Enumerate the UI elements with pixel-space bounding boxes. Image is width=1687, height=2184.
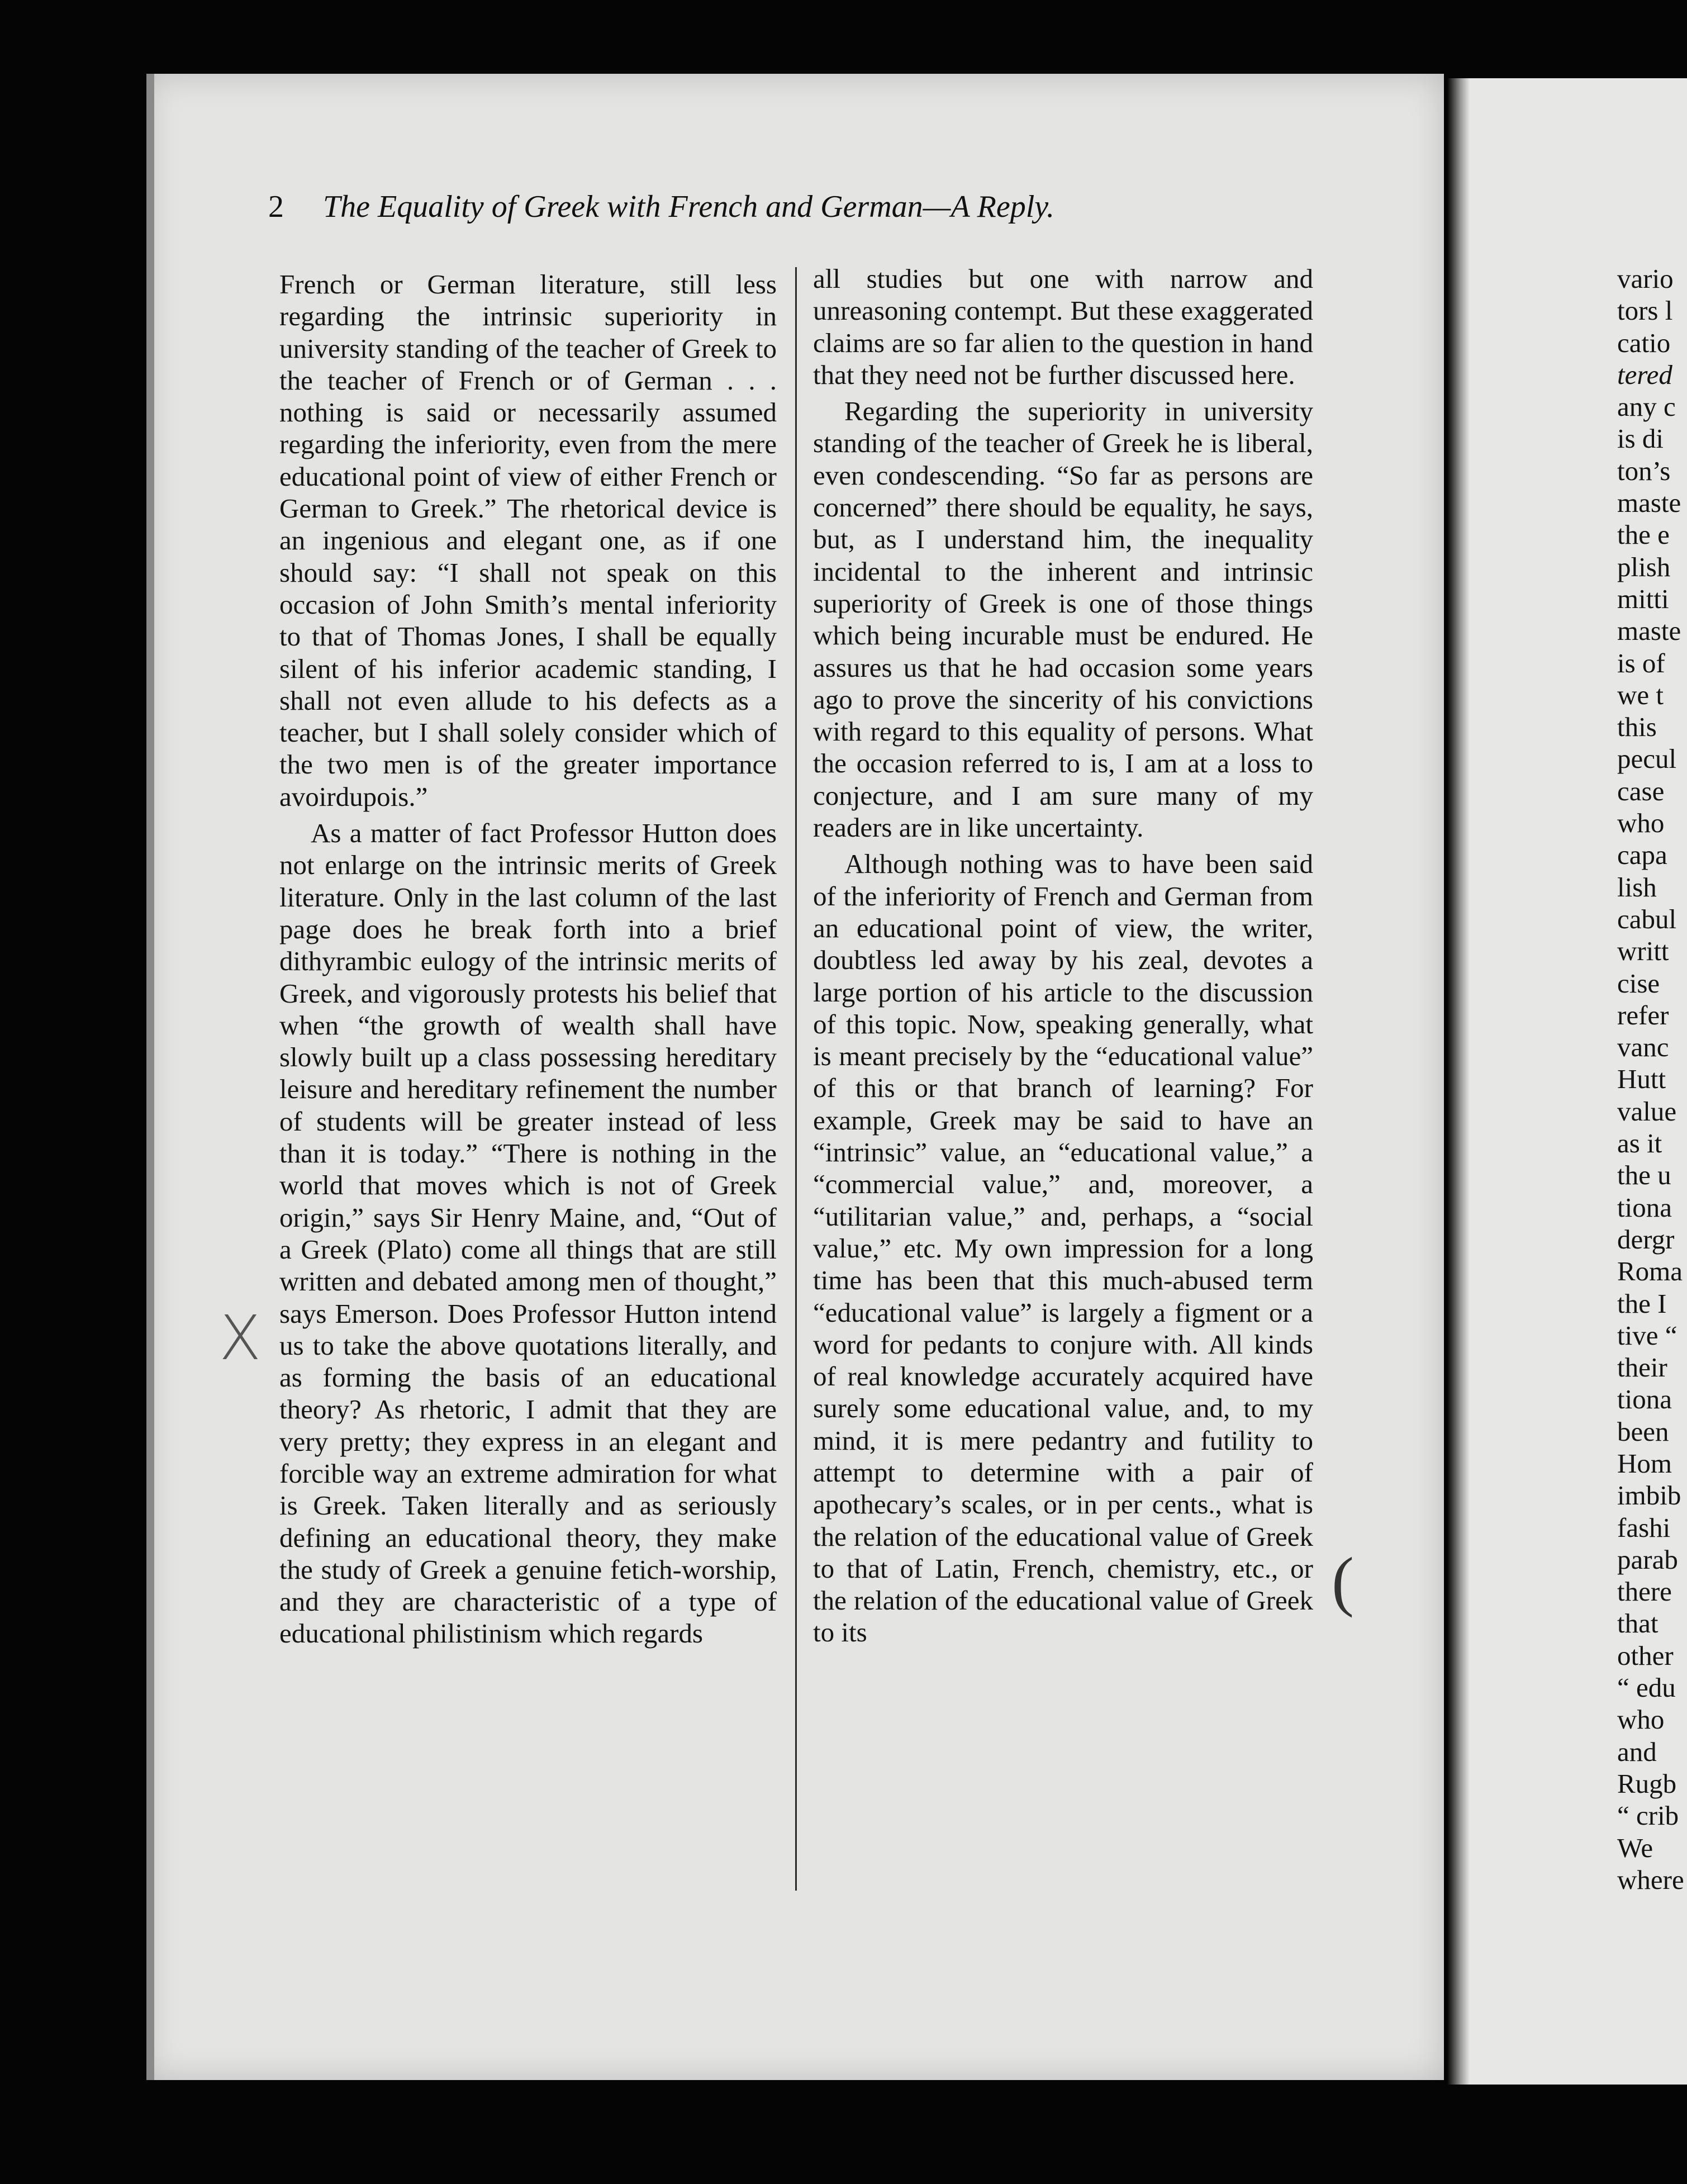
facing-page-line: the I	[1617, 1288, 1667, 1319]
facing-page-line: refer	[1617, 999, 1669, 1031]
paragraph: French or German literature, still less regarding the intrinsic superiority in university standing of the teacher of Greek to the teacher of French or of German . . . nothing is said or necessarily assumed regarding the inferiority, even from the mere educational point of view of either French or German to Greek.” The rhetorical device is an ingenious and elegant one, as if one should say: “I shall not speak on this occasion of John Smith’s mental inferiority to that of Thomas Jones, I shall be equally silent of his inferior academic standing, I shall not even allude to his defects as a teacher, but I shall solely consider which of the two men is of the greater importance avoirdupois.”	[279, 269, 777, 812]
facing-page-line: their	[1617, 1352, 1667, 1383]
paragraph: Although nothing was to have been said of the inferiority of French and German from an educational point of view, the writer, doubtless led away by his zeal, devotes a large portion of his article to the discussion of this topic. Now, speaking generally, what is meant precisely by the “educational value” of this or that branch of learning? For example, Greek may be said to have an “intrinsic” value, an “educational value,” a “commercial value,” and, moreover, a “utilitarian value,” and, perhaps, a “social value,” etc. My own impression for a long time has been that this much-abused term “educational value” is largely a figment or a word for pedants to conjure with. All kinds of real knowledge accurately acquired have surely some educational value, and, to my mind, it is mere pedantry and futility to attempt to determine with a pair of apothecary’s scales, or in per cents., what is the relation of the educational value of Greek to that of Latin, French, chemistry, etc., or the relation of the educational value of Greek to its	[813, 848, 1313, 1648]
facing-page-line: cabul	[1617, 903, 1677, 934]
facing-page-line: this	[1617, 711, 1657, 743]
facing-page-line: maste	[1617, 615, 1681, 647]
facing-page-line: plish	[1617, 551, 1671, 582]
facing-page-line: Roma	[1617, 1256, 1683, 1287]
column-rule	[795, 267, 797, 1891]
facing-page-line: case	[1617, 775, 1665, 806]
book-gutter	[1447, 78, 1470, 2085]
facing-page-line: been	[1617, 1416, 1669, 1447]
facing-page-line: “ edu	[1617, 1672, 1676, 1703]
facing-page-line: Hutt	[1617, 1063, 1666, 1095]
facing-page-line: the e	[1617, 519, 1670, 550]
running-header	[268, 189, 1054, 225]
page-number: 2	[268, 189, 284, 224]
facing-page-line: lish	[1617, 871, 1657, 903]
facing-page-line: vario	[1617, 263, 1674, 294]
facing-page-line: imbib	[1617, 1480, 1681, 1511]
facing-page-line: writt	[1617, 936, 1669, 967]
facing-page-line: where	[1617, 1864, 1684, 1895]
facing-page-line: Hom	[1617, 1447, 1672, 1479]
facing-page-line: We	[1617, 1832, 1653, 1863]
facing-page-line: catio	[1617, 327, 1671, 358]
facing-page-line: is of	[1617, 647, 1665, 678]
facing-page-line: there	[1617, 1576, 1672, 1607]
facing-page-line: parab	[1617, 1544, 1678, 1575]
page-tear	[130, 995, 141, 1073]
column-right	[813, 263, 1313, 1649]
column-left	[279, 268, 777, 1650]
facing-page-text	[1617, 263, 1687, 1896]
page-edge	[146, 74, 154, 2080]
paragraph: all studies but one with narrow and unreasoning contempt. But these exaggerated claims are so far alien to the question in hand that they need not be further discussed here.	[813, 263, 1313, 390]
facing-page-line: ton’s	[1617, 455, 1671, 486]
paragraph: Regarding the superiority in university standing of the teacher of Greek he is liberal, even condescending. “So far as persons are concerned” there should be equality, he says, but, as I understand him, the inequality incidental to the inherent and intrinsic superiority of Greek is one of those things which being incurable must be endured. He assures us that he had occasion some years ago to prove the sincerity of his convictions with regard to this equality of persons. What the occasion referred to is, I am at a loss to conjecture, and I am sure many of my readers are in like uncertainty.	[813, 396, 1313, 843]
paragraph: As a matter of fact Professor Hutton does not enlarge on the intrinsic merits of Greek literature. Only in the last column of the last page does he break forth into a brief dithyrambic eulogy of the intrinsic merits of Greek, and vigorously protests his belief that when “the growth of wealth shall have slowly built up a class possessing hereditary leisure and hereditary refinement the number of students will be greater instead of less than it is today.” “There is nothing in the world that moves which is not of Greek origin,” says Sir Henry Maine, and, “Out of a Greek (Plato) come all things that are still written and debated among men of thought,” says Emerson. Does Professor Hutton intend us to take the above quotations literally, and as forming the basis of an educational theory? As rhetoric, I admit that they are very pretty; they express in an elegant and forcible way an extreme admiration for what is Greek. Taken literally and as seriously defining an educational theory, they make the study of Greek a genuine fetich-worship, and they are characteristic of a type of educational philistinism which regards	[279, 818, 777, 1649]
facing-page-line: tiona	[1617, 1191, 1672, 1223]
margin-bracket-mark: (	[1332, 1544, 1354, 1618]
facing-page-line: value	[1617, 1095, 1677, 1127]
facing-page-line: tive “	[1617, 1319, 1678, 1351]
facing-page-line: who	[1617, 808, 1665, 839]
facing-page-line: mitti	[1617, 583, 1669, 614]
facing-page-line: “ crib	[1617, 1800, 1679, 1831]
facing-page-line: tors l	[1617, 295, 1673, 326]
facing-page-line: who	[1617, 1704, 1665, 1735]
facing-page-line: is di	[1617, 423, 1664, 454]
facing-page-line: any c	[1617, 391, 1676, 422]
facing-page-line: the u	[1617, 1160, 1671, 1191]
facing-page-line: vanc	[1617, 1032, 1669, 1063]
facing-page-line: dergr	[1617, 1223, 1675, 1255]
running-title: The Equality of Greek with French and German—A Reply.	[323, 189, 1055, 224]
facing-page-line: and	[1617, 1736, 1657, 1767]
pencil-x-mark: X	[219, 1302, 262, 1374]
facing-page-line: tiona	[1617, 1384, 1672, 1415]
facing-page-line: tered	[1617, 359, 1672, 390]
facing-page-line: fashi	[1617, 1512, 1671, 1543]
facing-page-line: that	[1617, 1608, 1659, 1639]
facing-page-line: as it	[1617, 1128, 1662, 1159]
facing-page-line: pecul	[1617, 743, 1677, 775]
facing-page-line: capa	[1617, 839, 1667, 871]
facing-page-line: Rugb	[1617, 1768, 1677, 1799]
facing-page-line: cise	[1617, 967, 1660, 999]
facing-page-line: maste	[1617, 487, 1681, 519]
facing-page-line: other	[1617, 1640, 1674, 1671]
facing-page-line: we t	[1617, 679, 1664, 710]
